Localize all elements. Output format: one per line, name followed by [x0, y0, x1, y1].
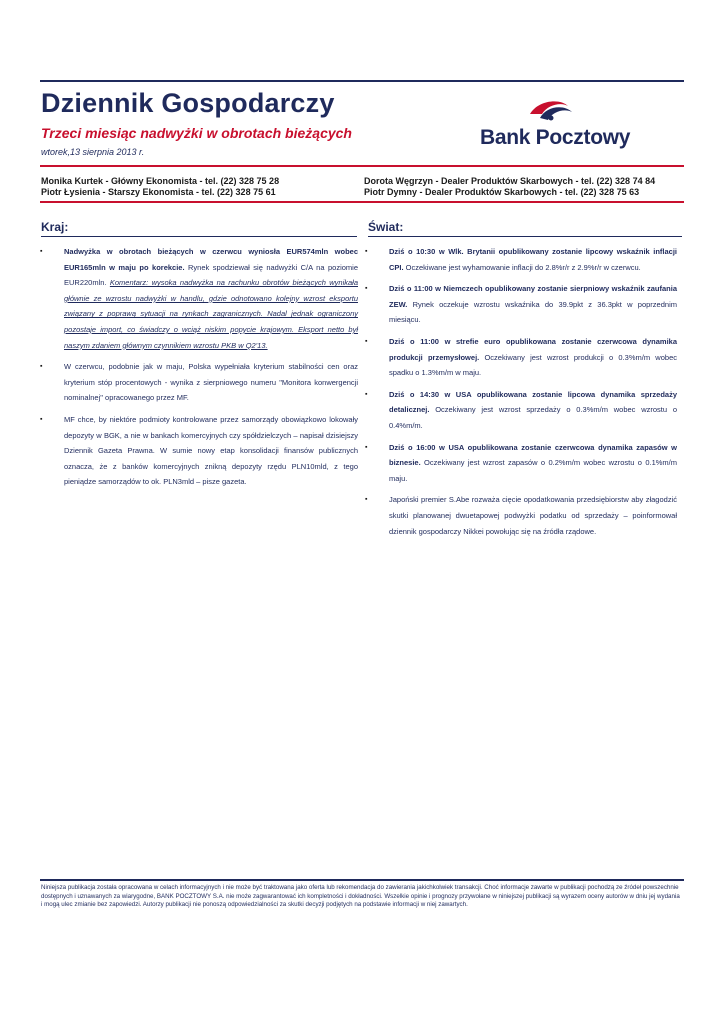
- bullet-icon: ▪: [40, 363, 43, 371]
- contact-line: Dorota Węgrzyn - Dealer Produktów Skarbowych - tel. (22) 328 74 84: [364, 176, 656, 186]
- section-heading-kraj: Kraj:: [41, 220, 69, 234]
- contact-line: Piotr Łysienia - Starszy Ekonomista - tel. (22) 328 75 61: [41, 187, 276, 197]
- page-subtitle: Trzeci miesiąc nadwyżki w obrotach bieżących: [41, 125, 352, 141]
- section-heading-swiat: Świat:: [368, 220, 404, 234]
- bank-logo-text: Bank Pocztowy: [480, 126, 631, 149]
- list-item: [365, 281, 677, 328]
- bullet-icon: ▪: [365, 248, 368, 255]
- list-item: [365, 244, 677, 275]
- section-divider: [41, 236, 357, 237]
- item-text: Rynek oczekuje wzrostu wskaźnika do 39.9pkt z 36.3pkt w poprzednim miesiącu.: [389, 299, 677, 325]
- item-comment: Komentarz: wysoka nadwyżka na rachunku obrotów bieżących wynikała głównie ze wzrostu nadwyżki w handlu, gdzie odnotowano kolejny wzrost eksportu związany z poprawą sytuacji na rynkach zagranicznych. Nadal jednak ograniczony pozostaje import, co świadczy o wciąż niskim popycie krajowym. Eksport netto był naszym zdaniem głównym czynnikiem wzrostu PKB w Q2'13.: [64, 278, 358, 350]
- item-bold: Dziś o 14:30 w USA opublikowana zostanie lipcowa dynamika sprzedaży detalicznej.: [389, 389, 677, 415]
- item-text: W czerwcu, podobnie jak w maju, Polska wypełniała kryterium stabilności cen oraz kryterium stóp procentowych - wynika z sierpniowego numeru "Monitora konwergencji nominalnej" opracowanego przez MF.: [64, 362, 358, 403]
- bullet-icon: ▪: [365, 443, 368, 451]
- list-item: [365, 492, 677, 539]
- bullet-icon: ▪: [365, 337, 368, 345]
- bullet-icon: ▪: [365, 496, 368, 504]
- contacts-red-rule: [40, 201, 684, 203]
- contact-line: Piotr Dymny - Dealer Produktów Skarbowych - tel. (22) 328 75 63: [364, 187, 640, 197]
- item-bold: Dziś o 10:30 w Wlk. Brytanii opublikowany zostanie lipcowy wskaźnik inflacji CPI.: [389, 247, 677, 272]
- contacts-right: [364, 176, 655, 198]
- bullet-icon: ▪: [365, 285, 368, 293]
- item-text: Oczekiwany jest wzrost sprzedaży o 0.3%m/m wobec wzrostu o 0.4%m/m.: [389, 405, 677, 430]
- list-item: [40, 412, 358, 490]
- item-text: Japoński premier S.Abe rozważa cięcie opodatkowania przedsiębiorstw aby złagodzić skutki planowanej dwuetapowej podwyżki podatku od sprzedaży – poinformował dziennik gospodarczy Nikkei powołując się na źródła rządowe.: [389, 495, 677, 536]
- publication-date: wtorek,13 sierpnia 2013 r.: [41, 147, 145, 157]
- disclaimer: Niniejsza publikacja została opracowana w celach informacyjnych i nie może być traktowana jako oferta lub rekomendacja do zawierania jakichkolwiek transakcji. Choć informacje zawarte w publikacji pochodzą ze źródeł powszechnie dostępnych i uznawanych za wiarygodne, BANK POCZTOWY S.A. nie może zagwarantować ich kompletności i dokładności. Wszelkie opinie i prognozy przywołane w niniejszej publikacji są wyrazem oceny autorów w dniu jej wydania i mogą ulec zmianie bez zapowiedzi. Autorzy publikacji nie ponoszą odpowiedzialności za skutki decyzji podjętych na podstawie informacji w niej zawartych.: [41, 884, 680, 909]
- top-rule: [40, 80, 684, 82]
- list-item: [365, 440, 677, 487]
- item-bold: Dziś o 11:00 w strefie euro opublikowana zostanie czerwcowa dynamika produkcji przemysłowej.: [389, 336, 677, 362]
- item-text: MF chce, by niektóre podmioty kontrolowane przez samorządy obowiązkowo lokowały depozyty w BGK, a nie w bankach komercyjnych czy spółdzielczych – napisał dzisiejszy Dziennik Gazeta Prawna. W sumie nowy etap konsolidacji finansów publicznych oznacza, że z banków komercyjnych znikną depozyty rzędu PLN10mld, z tego pieniądze samorządów to ok. PLN3mld – pisze gazeta.: [64, 414, 358, 487]
- bullet-icon: ▪: [365, 390, 368, 398]
- item-bold: Nadwyżka w obrotach bieżących w czerwcu wyniosła EUR574mln wobec EUR165mln w maju po korekcie.: [64, 247, 358, 272]
- swiat-column: [365, 244, 677, 545]
- contacts-left: [41, 176, 279, 198]
- header-red-rule: [40, 165, 684, 167]
- contact-line: Monika Kurtek - Główny Ekonomista - tel. (22) 328 75 28: [41, 176, 280, 186]
- item-text: Oczekiwany jest wzrost produkcji o 0.3%m/m wobec spadku o 1.3%m/m w maju.: [389, 352, 677, 378]
- bullet-icon: ▪: [40, 248, 43, 255]
- list-item: [40, 359, 358, 406]
- footer-rule: [40, 879, 684, 881]
- bullet-icon: ▪: [40, 415, 43, 423]
- item-bold: Dziś o 16:00 w USA opublikowana zostanie czerwcowa dynamika zapasów w biznesie.: [389, 442, 677, 468]
- item-bold: Dziś o 11:00 w Niemczech opublikowany zostanie sierpniowy wskaźnik zaufania ZEW.: [389, 284, 677, 309]
- list-item: [40, 244, 358, 353]
- section-divider: [368, 236, 682, 237]
- kraj-column: [40, 244, 358, 496]
- page-title: Dziennik Gospodarczy: [41, 88, 335, 118]
- item-text: Oczekiwany jest wzrost zapasów o 0.2%m/m wobec wzrostu o 0.1%m/m maju.: [389, 458, 677, 483]
- list-item: [365, 387, 677, 434]
- list-item: [365, 334, 677, 381]
- item-text: Rynek spodziewał się nadwyżki C/A na poziomie EUR220mln.: [64, 262, 358, 288]
- item-text: Oczekiwane jest wyhamowanie inflacji do 2.8%r/r z 2.9%r/r w czerwcu.: [403, 262, 641, 272]
